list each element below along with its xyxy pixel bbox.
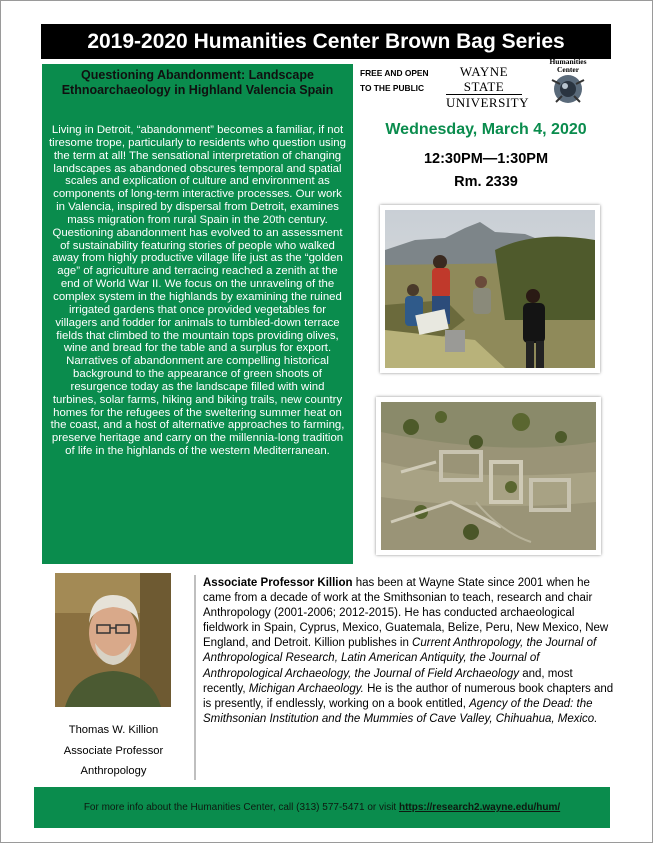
speaker-title: Associate Professor — [63, 744, 164, 757]
aerial-ruins-photo — [376, 397, 601, 555]
event-room: Rm. 2339 — [454, 174, 518, 190]
free-line-1: FREE AND OPEN — [360, 68, 429, 78]
footer-link[interactable]: https://research2.wayne.edu/hum/ — [398, 802, 561, 813]
bio-lead-name: Associate Professor Killion — [203, 577, 353, 589]
event-time: 12:30PM—1:30PM — [423, 151, 549, 167]
bio-book-title: Agency of the Dead: the Smithsonian Institution and the Mummies of Cave Valley, Chihuahua, Mexico. — [203, 697, 598, 725]
bio-text-1: has been at Wayne State since 2001 when he came from a decade of work at the Smithsonian to teach, research and chair Anthropology (2001-2006; 2012-2015). He has conducted archaeological fieldwork in Spain, Cyprus, Mexico, Guatemala, Belize, Peru, New Mexico, New England, and Detroit. Killion publishes in — [203, 577, 609, 650]
bio-divider — [194, 575, 196, 780]
hc-logo-line1: Humanities — [549, 57, 587, 66]
speaker-caption — [42, 720, 185, 782]
speaker-portrait-image — [55, 573, 171, 707]
free-admission-note — [360, 66, 429, 96]
footer-text: For more info about the Humanities Center, call (313) 577-5471 or visit — [83, 802, 399, 813]
field-team-photo — [380, 205, 600, 373]
wsu-logo-line1: WAYNE STATE — [459, 64, 509, 94]
hc-logo-line2: Center — [556, 65, 580, 74]
abstract-text: Living in Detroit, “abandonment” becomes a familiar, if not tiresome trope, particularly to residents who question using the term at all! The sensational interpretation of changing landscapes as abandoned obscures temporal and spatial scales and explication of culture and environment as components of long-term interactive processes. Our work in Valencia, inspired by dispersal from Detroit, examines mass migration from rural Spain in the 20th century. Questioning abandonment has evolved to an assessment of sustainability featuring stories of people who walked away from highly productive village life just as the “golden age” of agriculture and terracing reached a zenith at the end of World War II. We focus on the unraveling of the complex system in the highlands by examining the ruined irrigated gardens that once provided vegetables for villagers and fodder for animals to tumbled-down terrace fields that climbed to the mountain tops providing olives, wine and bread for the table and a surplus for export. Narratives of abandonment are compelling historical background to the appearance of green shoots of resurgence today as the landscape filled with wind turbines, solar farms, hiking and biking trails, new country homes for the refugees of the sweltering summer heat on the coast, and a host of alternative approaches to farming, preserve heritage and carry on the millennia-long tradition of life in the highlands of the western Mediterranean. — [49, 124, 346, 458]
hc-emblem-icon — [538, 58, 598, 106]
speaker-portrait — [55, 573, 171, 707]
wsu-logo-line2: UNIVERSITY — [446, 95, 529, 110]
aerial-ruins-photo-image — [381, 402, 596, 550]
speaker-name: Thomas W. Killion — [68, 724, 159, 736]
footer-bar — [34, 787, 610, 828]
wayne-state-logo — [442, 64, 529, 110]
event-date: Wednesday, March 4, 2020 — [385, 121, 587, 138]
series-header: 2019-2020 Humanities Center Brown Bag Series — [41, 24, 611, 59]
bio-journals: Current Anthropology, the Journal of Anthropological Research, Latin American Antiquity, the Journal of Anthropological Archaeology, the Journal of Field Archaeology — [203, 637, 597, 680]
free-line-2: TO THE PUBLIC — [360, 83, 425, 93]
bio-text-2: and, most recently, — [203, 667, 573, 695]
speaker-department: Anthropology — [80, 765, 147, 777]
speaker-bio — [203, 576, 615, 727]
field-team-photo-image — [385, 210, 595, 368]
humanities-center-logo — [538, 58, 598, 106]
bio-michigan: Michigan Archaeology. — [248, 682, 364, 695]
abstract-panel — [42, 64, 353, 564]
bio-text-3: He is the author of numerous book chapters and is presently, if endlessly, working on a book entitled, — [203, 682, 614, 710]
talk-title: Questioning Abandonment: Landscape Ethnoarchaeology in Highland Valencia Spain — [61, 68, 334, 97]
